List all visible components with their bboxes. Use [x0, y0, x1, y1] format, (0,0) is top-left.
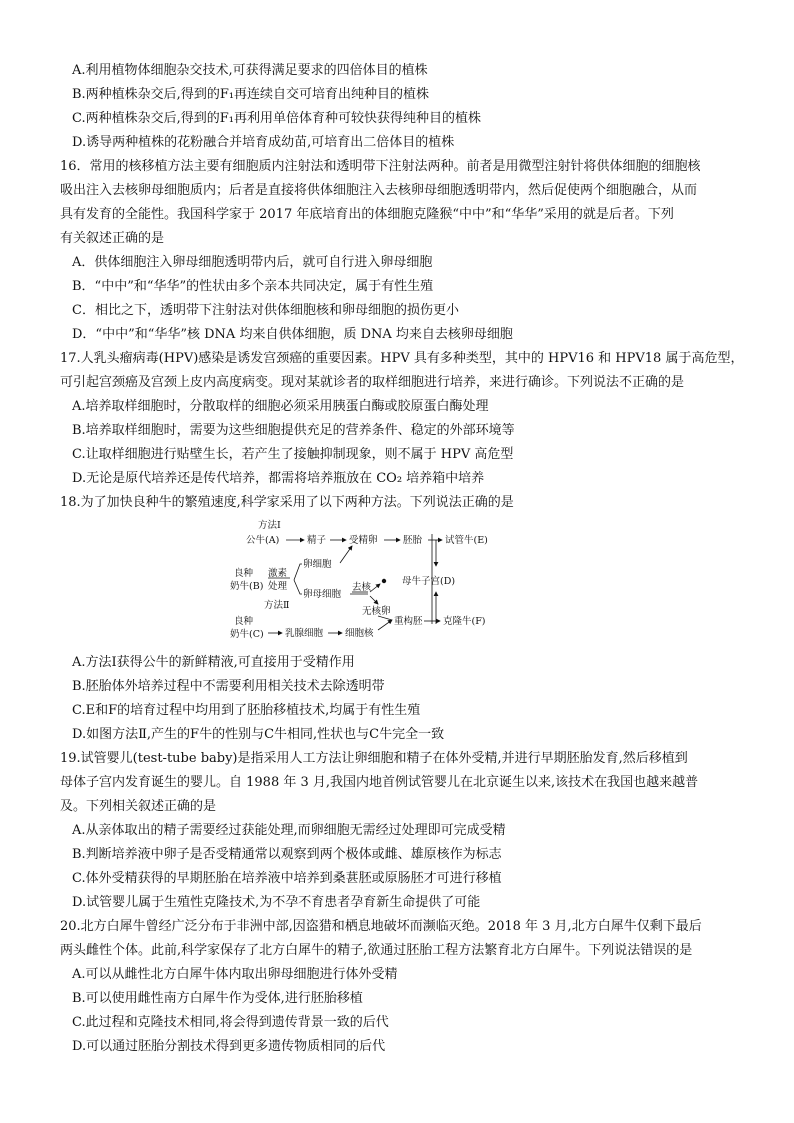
- fertilized-egg-label: 受精卵: [349, 535, 378, 546]
- arrow: [370, 596, 378, 604]
- q15-option-b: B.两种植株杂交后,得到的F₁再连续自交可培育出纯种目的植株: [72, 87, 430, 102]
- q16-option-b: B．“中中”和“华华”的性状由多个亲本共同决定，属于有性生殖: [72, 279, 434, 294]
- q17-option-a: A.培养取样细胞时，分散取样的细胞必须采用胰蛋白酶或胶原蛋白酶处理: [72, 399, 489, 414]
- cow-b-label: 良种: [234, 568, 254, 579]
- hormone-label: 处理: [268, 581, 288, 592]
- q15-option-c: C.两种植株杂交后,得到的F₁再利用单倍体育种可较快获得纯种目的植株: [72, 111, 481, 126]
- q18-option-c: C.E和F的培育过程中均用到了胚胎移植技术,均属于有性生殖: [72, 703, 421, 718]
- reconstructed-embryo-label: 重构胚: [394, 616, 423, 627]
- q16-stem-line: 具有发育的全能性。我国科学家于 2017 年底培育出的体细胞克隆猴“中中”和“华华”采用的就是后者。下列: [60, 207, 674, 222]
- q19-option-b: B.判断培养液中卵子是否受精通常以观察到两个极体或雌、雄原核作为标志: [72, 847, 502, 862]
- bull-a-label: 公牛(A): [246, 535, 280, 546]
- q15-option-a: A.利用植物体细胞杂交技术,可获得满足要求的四倍体目的植株: [72, 63, 428, 78]
- bracket: [294, 564, 302, 580]
- sperm-label: 精子: [307, 535, 327, 546]
- q19-option-a: A.从亲体取出的精子需要经过获能处理,而卵细胞无需经过处理即可完成受精: [72, 823, 506, 838]
- q16-stem-line: 有关叙述正确的是: [60, 231, 165, 246]
- uterus-label: 母牛子宫(D): [402, 576, 456, 587]
- q17-stem-line: 可引起宫颈癌及宫颈上皮内高度病变。现对某就诊者的取样细胞进行培养，来进行确诊。下列说法不正确的是: [60, 375, 685, 390]
- q20-stem-line: 两头雌性个体。此前,科学家保存了北方白犀牛的精子,欲通过胚胎工程方法繁育北方白犀牛。下列说法错误的是: [60, 943, 693, 958]
- q20-option-a: A.可以从雌性北方白犀牛体内取出卵母细胞进行体外受精: [72, 967, 398, 982]
- q19-option-d: D.试管婴儿属于生殖性克隆技术,为不孕不育患者孕育新生命提供了可能: [72, 895, 481, 910]
- q16-option-d: D．“中中”和“华华”核 DNA 均来自供体细胞，质 DNA 均来自去核卵母细胞: [72, 327, 513, 342]
- q18-stem-line: 18.为了加快良种牛的繁殖速度,科学家采用了以下两种方法。下列说法正确的是: [60, 495, 514, 510]
- q19-stem-line: 19.试管婴儿(test-tube baby)是指采用人工方法让卵细胞和精子在体外受精,并进行早期胚胎发育,然后移植到: [60, 751, 688, 766]
- q18-flow-diagram: [228, 516, 528, 646]
- q20-stem-line: 20.北方白犀牛曾经广泛分布于非洲中部,因盗猎和栖息地破坏而濒临灭绝。2018 年 3 月,北方白犀牛仅剩下最后: [60, 919, 702, 934]
- cow-b-label: 奶牛(B): [230, 581, 264, 592]
- q18-option-b: B.胚胎体外培养过程中不需要利用相关技术去除透明带: [72, 679, 385, 694]
- q15-option-d: D.诱导两种植株的花粉融合并培育成幼苗,可培育出二倍体目的植株: [72, 135, 455, 150]
- q16-option-a: A．供体细胞注入卵母细胞透明带内后，就可自行进入卵母细胞: [72, 255, 433, 270]
- nucleus-label: 细胞核: [345, 628, 374, 639]
- q17-option-d: D.无论是原代培养还是传代培养，都需将培养瓶放在 CO₂ 培养箱中培养: [72, 471, 485, 486]
- method-2-label: 方法Ⅱ: [264, 600, 290, 611]
- cow-c-label: 良种: [234, 616, 254, 627]
- q18-option-a: A.方法Ⅰ获得公牛的新鲜精液,可直接用于受精作用: [72, 655, 355, 670]
- q17-option-c: C.让取样细胞进行贴壁生长，若产生了接触抑制现象，则不属于 HPV 高危型: [72, 447, 514, 462]
- q19-stem-line: 母体子宫内发育诞生的婴儿。自 1988 年 3 月,我国内地首例试管婴儿在北京诞生以来,该技术在我国也越来越普: [60, 775, 699, 790]
- q19-stem-line: 及。下列相关叙述正确的是: [60, 799, 217, 814]
- q16-stem-line: 吸出注入去核卵母细胞质内；后者是直接将供体细胞注入去核卵母细胞透明带内，然后促使两个细胞融合，从而: [60, 183, 698, 198]
- q18-option-d: D.如图方法Ⅱ,产生的F牛的性别与C牛相同,性状也与C牛完全一致: [72, 727, 445, 742]
- embryo-label: 胚胎: [403, 535, 423, 546]
- q20-option-d: D.可以通过胚胎分割技术得到更多遗传物质相同的后代: [72, 1039, 386, 1054]
- q20-option-c: C.此过程和克隆技术相同,将会得到遗传背景一致的后代: [72, 1015, 389, 1030]
- mammary-cell-label: 乳腺细胞: [285, 628, 324, 639]
- test-tube-calf-label: 试管牛(E): [445, 535, 488, 546]
- arrow: [378, 620, 392, 630]
- bracket: [294, 580, 302, 594]
- q17-stem-line: 17.人乳头瘤病毒(HPV)感染是诱发宫颈癌的重要因素。HPV 具有多种类型，其中的 HPV16 和 HPV18 属于高危型，: [60, 351, 744, 366]
- hormone-label: 激素: [268, 568, 288, 579]
- q19-option-c: C.体外受精获得的早期胚胎在培养液中培养到桑葚胚或原肠胚才可进行移植: [72, 871, 502, 886]
- q17-option-b: B.培养取样细胞时，需要为这些细胞提供充足的营养条件、稳定的外部环境等: [72, 423, 515, 438]
- q20-option-b: B.可以使用雌性南方白犀牛作为受体,进行胚胎移植: [72, 991, 363, 1006]
- cow-c-label: 奶牛(C): [230, 629, 264, 640]
- q16-stem-line: 16．常用的核移植方法主要有细胞质内注射法和透明带下注射法两种。前者是用微型注射针将供体细胞的细胞核: [60, 159, 701, 174]
- enucleate-label: 去核: [352, 582, 372, 593]
- oocyte-label: 卵母细胞: [303, 589, 342, 600]
- egg-cell-label: 卵细胞: [303, 559, 332, 570]
- q16-option-c: C．相比之下，透明带下注射法对供体细胞核和卵母细胞的损伤更小: [72, 303, 459, 318]
- arrow: [340, 546, 352, 563]
- arrow: [370, 584, 380, 592]
- nucleus-dot: [382, 579, 386, 583]
- cloned-calf-label: 克隆牛(F): [443, 616, 486, 627]
- enucleated-egg-label: 无核卵: [362, 606, 391, 617]
- method-1-label: 方法Ⅰ: [258, 520, 281, 531]
